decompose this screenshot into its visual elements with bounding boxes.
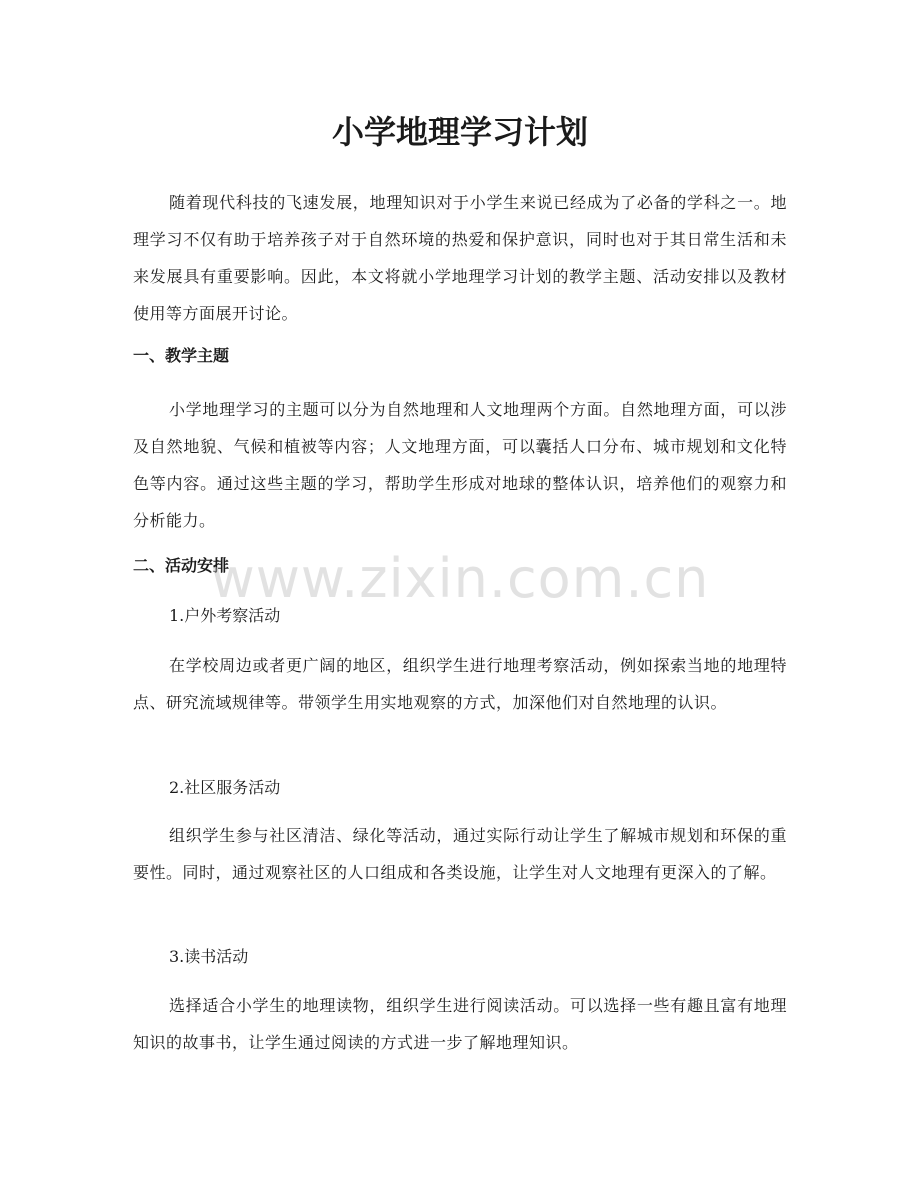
teaching-themes-paragraph: 小学地理学习的主题可以分为自然地理和人文地理两个方面。自然地理方面，可以涉及自然地貌、气候和植被等内容；人文地理方面，可以囊括人口分布、城市规划和文化特色等内容。通过这些主题的学习，帮助学生形成对地球的整体认识，培养他们的观察力和分析能力。: [133, 400, 787, 530]
watermark-text: www.zixin.com.cn: [210, 547, 710, 610]
section-heading-teaching-themes: 一、教学主题: [133, 346, 230, 365]
activity-body-community: 组织学生参与社区清洁、绿化等活动，通过实际行动让学生了解城市规划和环保的重要性。同时，通过观察社区的人口组成和各类设施，让学生对人文地理有更深入的了解。: [133, 826, 787, 882]
activity-body-outdoor: 在学校周边或者更广阔的地区，组织学生进行地理考察活动，例如探索当地的地理特点、研究流域规律等。带领学生用实地观察的方式，加深他们对自然地理的认识。: [133, 656, 787, 712]
section-heading-activities: 二、活动安排: [133, 556, 230, 575]
intro-paragraph: 随着现代科技的飞速发展，地理知识对于小学生来说已经成为了必备的学科之一。地理学习不仅有助于培养孩子对于自然环境的热爱和保护意识，同时也对于其日常生活和未来发展具有重要影响。因此，本文将就小学地理学习计划的教学主题、活动安排以及教材使用等方面展开讨论。: [133, 193, 787, 323]
activity-title-reading: 3.读书活动: [169, 947, 249, 966]
activity-title-community: 2.社区服务活动: [169, 778, 281, 797]
activity-body-reading: 选择适合小学生的地理读物，组织学生进行阅读活动。可以选择一些有趣且富有地理知识的故事书，让学生通过阅读的方式进一步了解地理知识。: [133, 996, 787, 1052]
document-title: 小学地理学习计划: [331, 113, 588, 151]
activity-title-outdoor: 1.户外考察活动: [169, 606, 281, 625]
